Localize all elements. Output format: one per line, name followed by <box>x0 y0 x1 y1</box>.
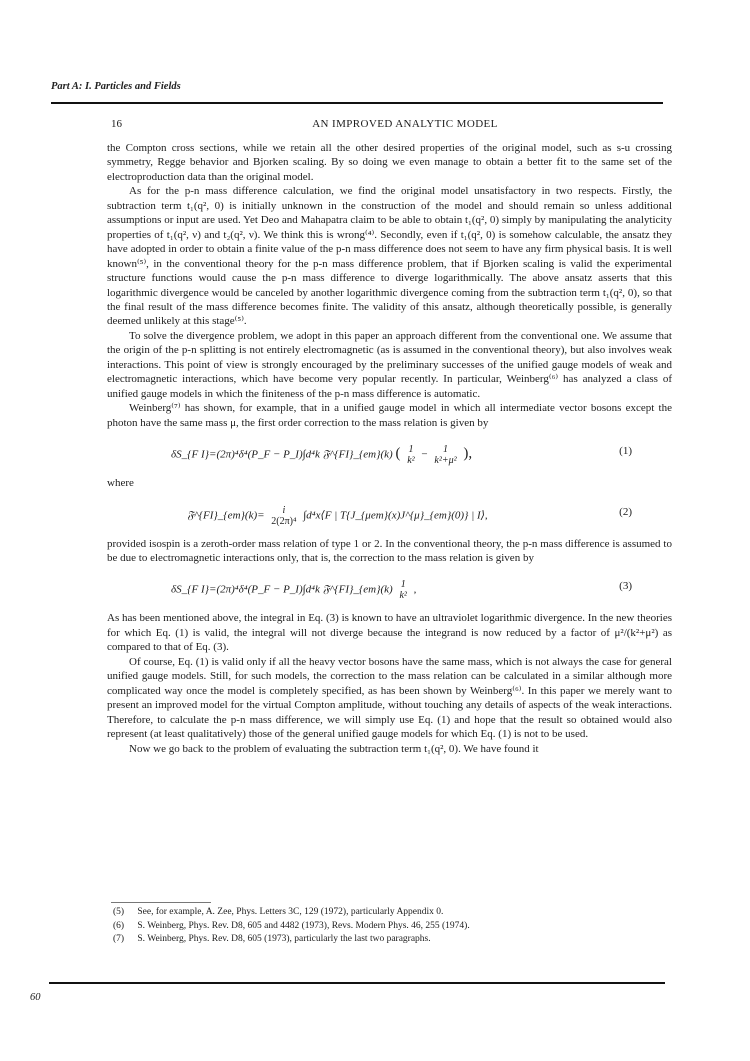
equation-3-number: (3) <box>619 580 632 593</box>
footnote-text: See, for example, A. Zee, Phys. Letters 3C, 129 (1972), particularly Appendix 0. <box>137 907 444 917</box>
header-rule <box>51 102 663 104</box>
footnote-number: (7) <box>113 934 125 944</box>
equation-2-body <box>187 505 488 527</box>
frac-denominator: k² <box>407 455 415 467</box>
footer-rule <box>49 982 665 984</box>
frac-numerator: 1 <box>400 579 406 591</box>
footnotes <box>113 906 673 947</box>
paragraph: the Compton cross sections, while we retain all the other desired properties of the original model, such as s-u crossing symmetry, Regge behavior and Bjorken scaling. By so doing we even manage to obtain a better fit to the same set of the electroproduction data than the original model. <box>107 142 672 183</box>
equation-2-frac <box>271 505 296 527</box>
paragraph: As has been mentioned above, the integral in Eq. (3) is known to have an ultraviolet logarithmic divergence. In the new theories for which Eq. (1) is valid, the integral will not diverge because the integrand is now reduced by a factor of μ²/(k²+μ²) as compared to that of Eq. (3). <box>107 612 672 654</box>
equation-1-body <box>171 444 472 466</box>
footnote <box>113 933 673 947</box>
equation-1-paren-close: ), <box>463 445 473 462</box>
equation-2-rhs: ∫d⁴x⟨F | T{J_{μem}(x)J^{μ}_{em}(0)} | I⟩, <box>303 509 488 522</box>
page-title: AN IMPROVED ANALYTIC MODEL <box>312 118 498 130</box>
equation-2-lhs: 𝔉^{FI}_{em}(k)= <box>187 509 265 522</box>
paragraph: To solve the divergence problem, we adopt in this paper an approach different from the conventional one. We assume that the origin of the p-n splitting is not entirely electromagnetic (as is assumed in the conventional theory), but also involves weak interactions. This point of view is strongly encouraged by the preliminary successes of the unified gauge models of weak and electromagnetic interactions, which have become very popular recently. In particular, Weinberg⁽⁶⁾ has analyzed a class of unified gauge models in which the finiteness of the p-n mass difference is automatic. <box>107 329 672 400</box>
equation-3-body <box>171 579 416 601</box>
body-text <box>107 141 672 756</box>
equation-3-frac <box>399 579 406 601</box>
footnote-rule <box>111 902 211 903</box>
equation-2-number: (2) <box>619 505 632 518</box>
page-folio: 60 <box>30 992 41 1003</box>
equation-1 <box>107 434 672 472</box>
footnote-number: (5) <box>113 907 125 917</box>
paragraph: provided isospin is a zeroth-order mass relation of type 1 or 2. In the conventional theory, the p-n mass difference is assumed to be due to electromagnetic interactions only, that is, the correction to the mass relation is given by <box>107 537 672 564</box>
frac-denominator: k² <box>399 590 407 602</box>
equation-1-paren-open: ( <box>395 445 401 462</box>
footnote-text: S. Weinberg, Phys. Rev. D8, 605 (1973), particularly the last two paragraphs. <box>137 934 431 944</box>
equation-3-lhs: δS_{F I}=(2π)⁴δ⁴(P_F − P_I)∫d⁴k 𝔉^{FI}_{em}(k) <box>171 583 393 596</box>
inner-page-number: 16 <box>111 118 122 130</box>
equation-2 <box>107 495 672 533</box>
footnote-text: S. Weinberg, Phys. Rev. D8, 605 and 4482 (1973), Revs. Modern Phys. 46, 255 (1974). <box>137 920 470 931</box>
paragraph: where <box>107 477 134 490</box>
equation-1-frac-2 <box>434 444 456 466</box>
paragraph: As for the p-n mass difference calculation, we find the original model unsatisfactory in two respects. Firstly, the subtraction term t₁(q², 0) is initially unknown in the construction of the model and should remain so unless additional assumptions or input are used. Yet Deo and Mahapatra claim to be able to obtain t₁(q², 0) simply by manipulating the analyticity properties of t₁(q², ν) and t₂(q², ν). We think this is wrong⁽⁴⁾. Secondly, even if t₁(q², 0) is somehow calculable, the ansatz they have adopted in order to obtain a finite value of the p-n mass difference does not seem to have any firm physical basis. It is well known⁽⁵⁾, in the conventional theory for the p-n mass difference problem, that if Bjorken scaling is valid the experimental structure functions would cause the p-n mass difference to diverge logarithmically. The above ansatz asserts that this logarithmic divergence would be canceled by another logarithmic divergence coming from the subtraction term t₁(q², 0), so that the final result of the mass difference becomes finite. The validity of this ansatz, although theoretically possible, is generally deemed unlikely at this stage⁽⁵⁾. <box>107 185 672 328</box>
running-head: Part A: I. Particles and Fields <box>51 81 181 92</box>
frac-numerator: 1 <box>408 444 414 456</box>
equation-3 <box>107 569 672 607</box>
equation-1-lhs: δS_{F I}=(2π)⁴δ⁴(P_F − P_I)∫d⁴k 𝔉^{FI}_{em}(k) <box>171 448 393 461</box>
paragraph: Now we go back to the problem of evaluating the subtraction term t₁(q², 0). We have found it <box>129 742 539 755</box>
footnote-number: (6) <box>113 920 125 931</box>
footnote <box>113 906 673 920</box>
equation-3-tail: , <box>413 583 417 596</box>
paragraph: Of course, Eq. (1) is valid only if all the heavy vector bosons have the same mass, which is not always the case for general unified gauge models. Still, for such models, the correction to the mass relation can be calculated in a similar although more complicated way once the model is completely specified, as has been shown by Weinberg⁽⁶⁾. In this paper we merely want to present an improved model for the virtual Compton amplitude, without touching any details of aspects of the weak interactions. Therefore, to calculate the p-n mass difference, we will simply use Eq. (1) and hope that the result so obtained would also represent (at least qualitatively) those of the general unified gauge models for which Eq. (1) is not to be used. <box>107 655 672 741</box>
paragraph: Weinberg⁽⁷⁾ has shown, for example, that in a unified gauge model in which all intermediate vector bosons except the photon have the same mass μ, the first order correction to the mass relation is given by <box>107 402 672 429</box>
frac-denominator: k²+μ² <box>434 455 457 467</box>
equation-1-number: (1) <box>619 445 632 458</box>
footnote <box>113 920 673 934</box>
frac-numerator: 1 <box>442 444 448 456</box>
frac-numerator: i <box>282 504 286 516</box>
equation-1-frac-1 <box>407 444 414 466</box>
frac-denominator: 2(2π)⁴ <box>271 515 297 527</box>
equation-1-minus: − <box>421 448 428 461</box>
